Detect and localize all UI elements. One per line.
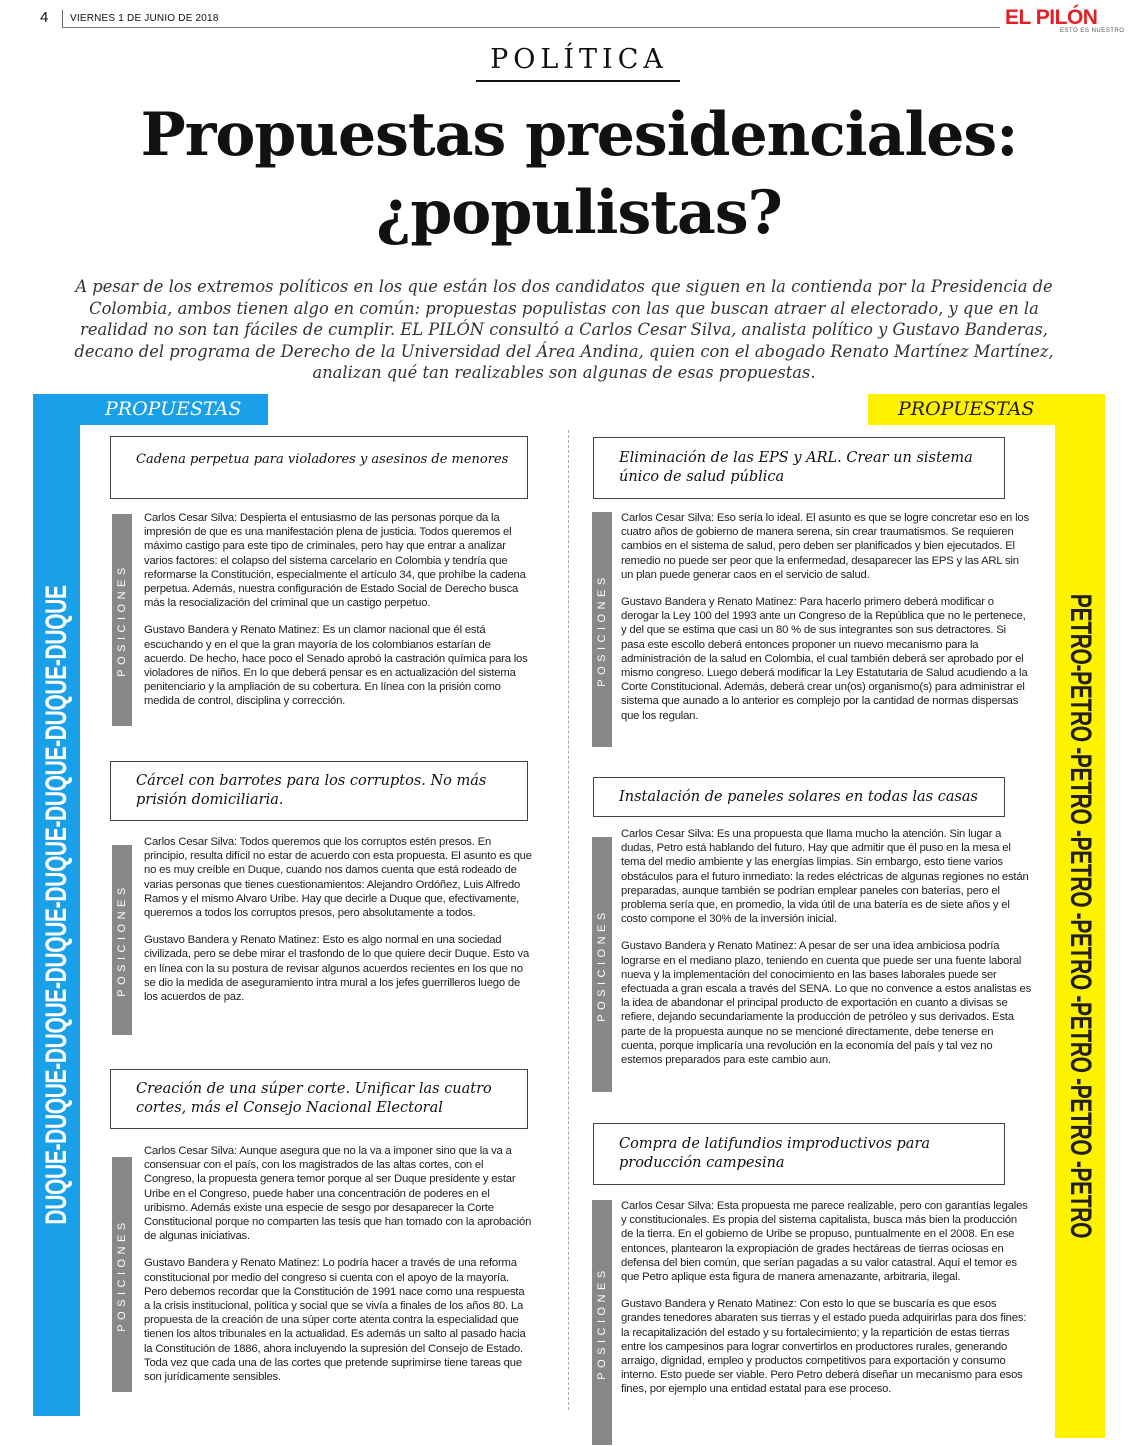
header-separator: [62, 10, 63, 27]
proposal-title-box: [110, 1069, 528, 1129]
petro-side-band: [1055, 394, 1105, 1438]
page-header: [0, 0, 1128, 34]
petro-side-label: PETRO-PETRO -PETRO -PETRO -PETRO -PETRO -PETRO -PETRO: [1064, 593, 1097, 1239]
analyst-opinion-bandera-matinez: Gustavo Bandera y Renato Matinez: A pesar de ser una idea ambiciosa podría lograrse en el mediano plazo, teniendo en cuenta que puede ser una fuente laboral nueva y la implementación del conocimiento en las bases laborales puede ser efectuada a gran escala a través del SENA. Lo que no convence a estos analistas es la idea de abandonar el principal producto de exportación en cuanto a divisas se refiere, dejando secundariamente la producción de petróleo y sus derivados. Esta parte de la propuesta aunque no se mencioné directamente, debe tenerse en cuenta, porque implicaría una revolución en la economía del país y tal vez no estemos preparados para este cambio aun.: [621, 940, 1032, 1067]
column-divider: [568, 430, 569, 1410]
positions-label: POSICIONES: [116, 1217, 128, 1332]
positions-bar: [112, 1157, 132, 1392]
analyst-opinion-bandera-matinez: Gustavo Bandera y Renato Matinez: Para hacerlo primero deberá modificar o derogar la Ley 100 del 1993 ante un Congreso de la República que no le pertenece, y del que se estima que casi un 80 % de sus integrantes son sus detractores. Si pasa este escollo deberá entonces proponer un nuevo mecanismo para la administración de la salud en Colombia, el cual también deberá ser aprobado por el mismo congreso. Luego deberá modificar la Ley Estatutaria de Salud acudiendo a la Corte Constitucional. Además, deberá crear un(os) organismo(s) para administrar el sistema que aunado a lo anterior es complejo por la cantidad de normas dispersas que los regulan.: [621, 596, 1028, 722]
positions-bar: [112, 514, 132, 726]
proposal-title-box: [110, 436, 528, 499]
positions-label: POSICIONES: [116, 563, 128, 677]
analyst-opinion-bandera-matinez: Gustavo Bandera y Renato Matinez: Lo podría hacer a través de una reforma constitucional por medio del congreso si cuenta con el apoyo de la mayoría. Pero debemos recordar que la Constitución de 1991 nace como una respuesta a la crisis institucional, política y social que se vivía a finales de los años 80. La propuesta de la creación de una súper corte atenta contra la especialidad que tienen los altos tribunales en la actualidad. Es además un salto al pasado hacia la Constitución de 1886, ahora incluyendo la supresión del Consejo de Estado. Toda vez que cada una de las cortes que pretende suprimirse tiene tareas que son jurídicamente sensibles.: [144, 1257, 526, 1384]
positions-text: [144, 835, 532, 1004]
analyst-opinion-silva: Carlos Cesar Silva: Despierta el entusiasmo de las personas porque da la impresión de que es una manifestación plena de justicia. Todos queremos el máximo castigo para este tipo de criminales, pero hay que entrar a analizar varios factores: el colapso del sistema carcelario en Colombia y tendría que reformarse la Constitución, especialmente el artículo 34, que prohíbe la cadena perpetua. Además, nuestra configuración de Estado Social de Derecho busca más la resocialización del criminal que un castigo perpetuo.: [144, 512, 526, 610]
positions-text: [621, 1199, 1031, 1397]
positions-label: POSICIONES: [596, 1265, 608, 1380]
proposal-title: Cadena perpetua para violadores y asesinos de menores: [136, 452, 509, 467]
positions-bar: [112, 845, 132, 1035]
positions-text: [144, 511, 532, 709]
analyst-opinion-silva: Carlos Cesar Silva: Esta propuesta me parece realizable, pero con garantías legales y constitucionales. Es propia del sistema capitalista, busca más bien la producción de la tierra. En el gobierno de Uribe se propuso, puntualmente en el 2008. En ese entonces, plantearon la expropiación de grades hectáreas de tierras ociosas en defensa del bien común, que serían pagadas a su valor catastral. Aquí el temor es que Petro aplique esta figura de manera amenazante, arbitraria, ilegal.: [621, 1200, 1028, 1284]
positions-label: POSICIONES: [596, 907, 608, 1022]
headline: [40, 96, 1118, 252]
lead-paragraph: A pesar de los extremos políticos en los que están los dos candidatos que siguen en la contienda por la Presidencia de Colombia, ambos tienen algo en común: propuestas populistas con las que buscan atraer al electorado, y que en la realidad no son tan fáciles de cumplir. EL PILÓN consultó a Carlos Cesar Silva, analista político y Gustavo Banderas, decano del programa de Derecho de la Universidad del Área Andina, quien con el abogado Renato Martínez Martínez, analizan qué tan realizables son algunas de esas propuestas.: [74, 277, 1054, 382]
positions-text: [621, 827, 1031, 1067]
logo-tagline: ESTO ES NUESTRO: [1060, 28, 1125, 34]
proposal-title: Eliminación de las EPS y ARL. Crear un sistema único de salud pública: [619, 450, 973, 485]
proposal-title: Compra de latifundios improductivos para producción campesina: [619, 1136, 931, 1171]
section-title: POLÍTICA: [490, 44, 668, 75]
analyst-opinion-bandera-matinez: Gustavo Bandera y Renato Matinez: Esto es algo normal en una sociedad civilizada, pero se debe mirar el trasfondo de lo que quiere decir Duque. Esto va en línea con la su postura de revisar algunos acuerdos recientes en los que no se dio la medida de aseguramiento intra mural a los jefes guerrilleros luego de los acuerdos de paz.: [144, 934, 530, 1004]
positions-text: [144, 1144, 532, 1384]
proposal-title-box: [593, 777, 1005, 817]
analyst-opinion-silva: Carlos Cesar Silva: Eso sería lo ideal. El asunto es que se logre concretar eso en los cuatro años de gobierno de manera serena, sin crear traumatismos. Se requieren cambios en el sistema de salud, pero deben ser planificados y bien ejecutados. El remedio no puede ser peor que la enfermedad, desaparecer las EPS y las ARL sin un plan puede generar caos en el servicio de salud.: [621, 512, 1029, 581]
duque-propuestas-tab: PROPUESTAS: [80, 394, 268, 425]
positions-bar: [592, 512, 612, 747]
analyst-opinion-silva: Carlos Cesar Silva: Todos queremos que los corruptos estén presos. En principio, resulta difícil no estar de acuerdo con esta propuesta. El asunto es que no es muy creíble en Duque, cuando nos damos cuenta que está rodeado de varias personas que tienes cuestionamientos: Alejandro Ordóñez, Luis Alfredo Ramos y el mismo Alvaro Uribe. Hay que decirle a Duque que, efectivamente, queremos a todos los corruptos presos, pero absolutamente a todos.: [144, 836, 532, 920]
positions-label: POSICIONES: [596, 572, 608, 687]
proposal-title: Cárcel con barrotes para los corruptos. No más prisión domiciliaria.: [136, 773, 487, 808]
positions-label: POSICIONES: [116, 883, 128, 997]
proposal-title-box: [110, 761, 528, 821]
proposal-title-box: [593, 1123, 1005, 1185]
analyst-opinion-bandera-matinez: Gustavo Bandera y Renato Matinez: Con esto lo que se buscaría es que esos grandes tenedores abaraten sus tierras y el estado pueda adquirirlas para dos fines: la recapitalización del estado y su fortalecimiento; y la repartición de estas tierras entre los campesinos para lograr convertirlos en productores rurales, generando arraigo, dignidad, empleo y productos competitivos para exportación y consumo interno. Esto puede ser viable. Pero Petro deberá diseñar un mecanismo para esos fines, por ejemplo una entidad estatal para ese proceso.: [621, 1298, 1027, 1396]
positions-text: [621, 511, 1031, 723]
analyst-opinion-silva: Carlos Cesar Silva: Aunque asegura que no la va a imponer sino que la va a consensuar con el país, con los magistrados de las altas cortes, con el Congreso, la propuesta genera temor porque al ser Duque presidente y estar Uribe en el Congreso, puede haber una concentración de poderes en el uribismo. Además existe una especie de sesgo por desaparecer la Corte Constitucional porque no comparten las tesis que han tomado con la aprobación de algunas iniciativas.: [144, 1145, 532, 1243]
petro-propuestas-tab: PROPUESTAS: [868, 394, 1055, 425]
proposal-title: Instalación de paneles solares en todas las casas: [619, 788, 978, 805]
headline-line-1: Propuestas presidenciales:: [140, 100, 1018, 170]
section-underline: [476, 80, 680, 82]
headline-line-2: ¿populistas?: [376, 178, 782, 248]
duque-side-band: [33, 394, 80, 1416]
analyst-opinion-silva: Carlos Cesar Silva: Es una propuesta que llama mucho la atención. Sin lugar a dudas, Petro está hablando del futuro. Hay que admitir que él puso en la mesa el tema del medio ambiente y las energías limpias. Sin embargo, esto tiene varios obstáculos para el futuro inmediato: la redes eléctricas de algunas regiones no están preparadas, aunque también se podrían emplear paneles con baterías, pero el problema sería que, en promedio, la vida útil de una batería es de siete años y el costo compone el 30% de la inversión inicial.: [621, 828, 1029, 926]
page-number: 4: [40, 9, 49, 26]
positions-bar: [592, 1200, 612, 1445]
proposal-title-box: [593, 437, 1005, 499]
duque-side-label: DUQUE-DUQUE-DUQUE-DUQUE-DUQUE-DUQUE-DUQUE-DUQUE: [39, 585, 73, 1225]
proposal-title: Creación de una súper corte. Unificar las cuatro cortes, más el Consejo Nacional Electoral: [136, 1081, 492, 1116]
positions-bar: [592, 837, 612, 1092]
issue-date: VIERNES 1 DE JUNIO DE 2018: [70, 13, 219, 24]
analyst-opinion-bandera-matinez: Gustavo Bandera y Renato Matinez: Es un clamor nacional que él está escuchando y en el que la gran mayoría de los colombianos estarían de acuerdo. De hecho, hace poco el Senado aprobó la castración química para los violadores de niños. En lo que deberá pensar es en actualización del sistema penitenciario y la ampliación de su cobertura. En línea con la prisión como medida de control, disciplina y corrección.: [144, 624, 528, 708]
newspaper-logo: EL PILÓN: [1005, 6, 1098, 29]
header-rule: [62, 27, 1000, 28]
